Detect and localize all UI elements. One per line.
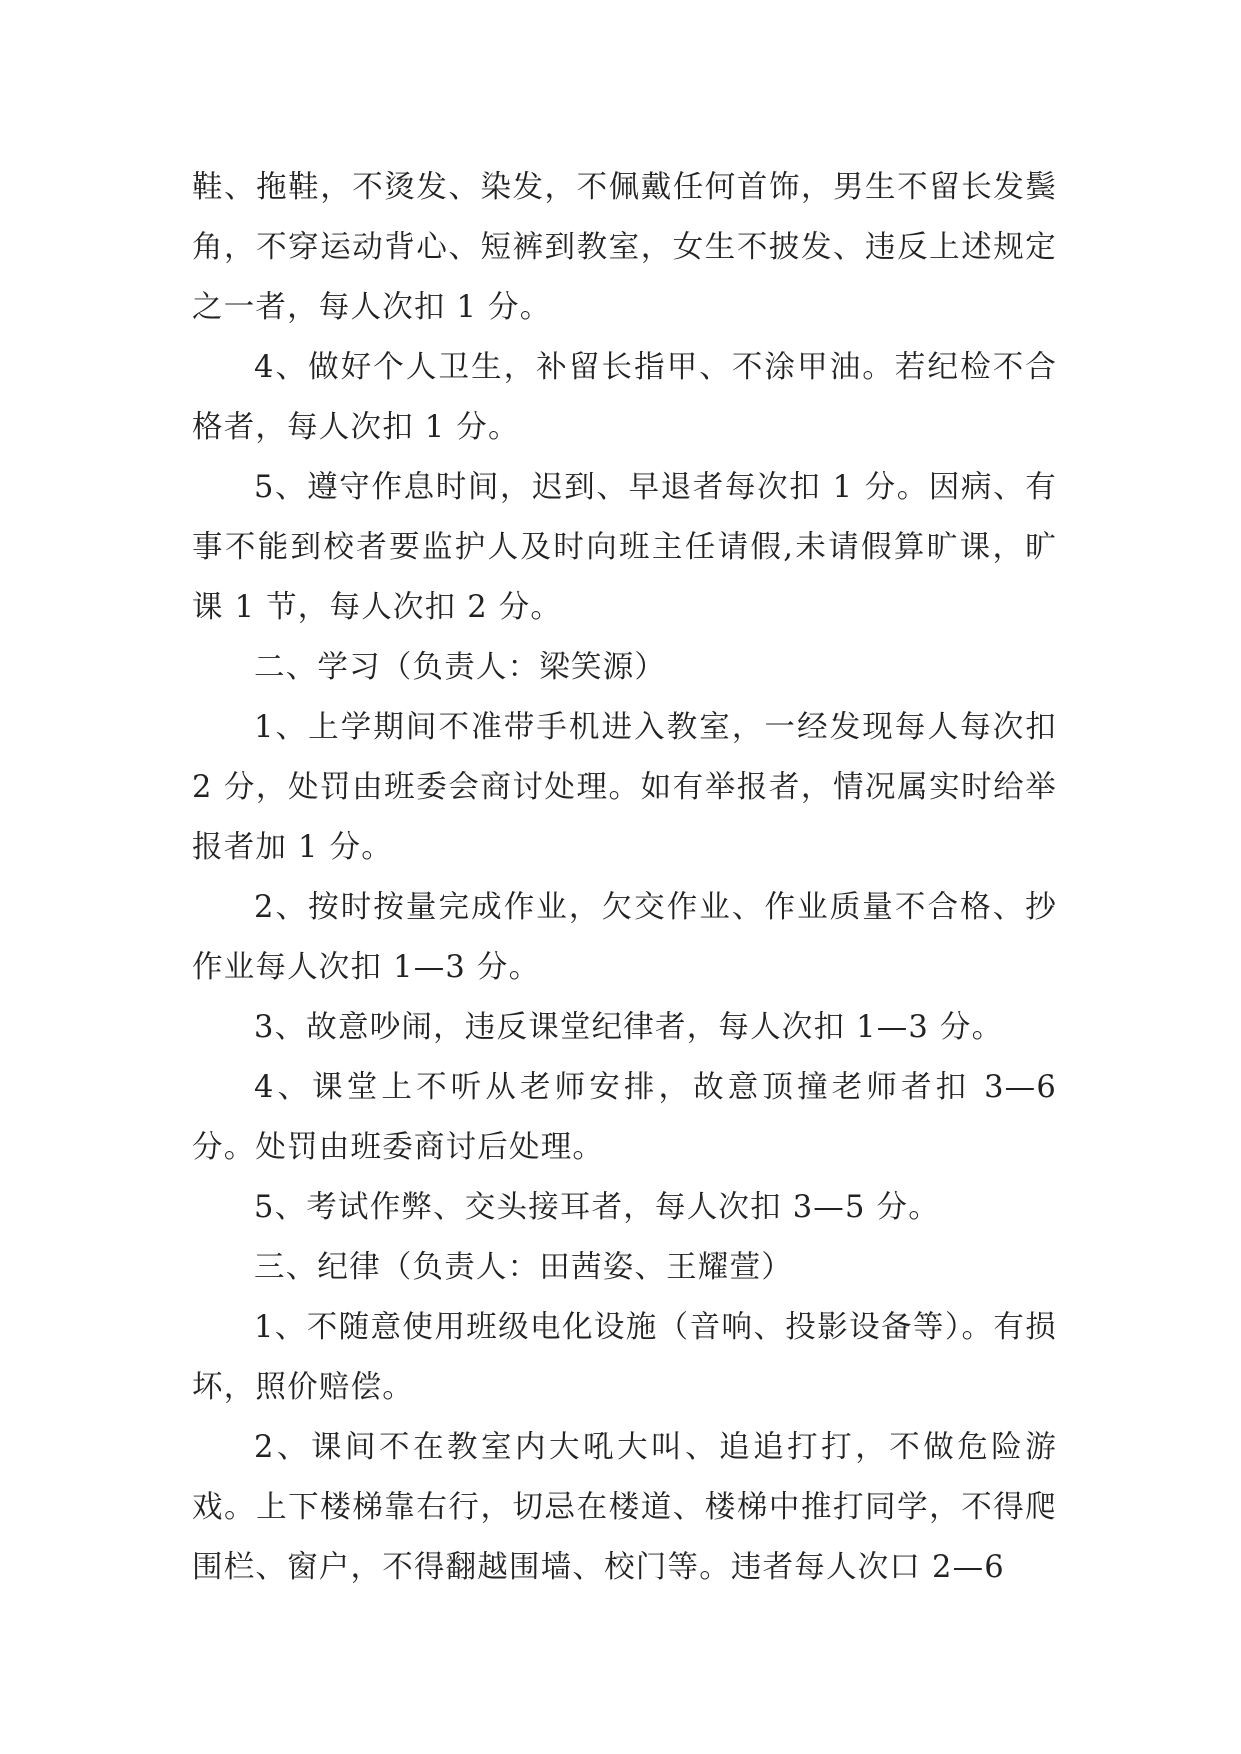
paragraph-continued: 鞋、拖鞋，不烫发、染发，不佩戴任何首饰，男生不留长发鬓角，不穿运动背心、短裤到教室，女生不披发、违反上述规定之一者，每人次扣 1 分。 — [192, 170, 1057, 325]
paragraph-rule-5-attendance: 5、遵守作息时间，迟到、早退者每次扣 1 分。因病、有事不能到校者要监护人及时向班主任请假,未请假算旷课，旷课 1 节，每人次扣 2 分。 — [192, 470, 1057, 625]
paragraph-discipline-rule-2: 2、课间不在教室内大吼大叫、追追打打，不做危险游戏。上下楼梯靠右行，切忌在楼道、楼梯中推打同学，不得爬围栏、窗户，不得翻越围墙、校门等。违者每人次口 2—6 — [192, 1430, 1057, 1585]
paragraph-study-rule-1: 1、上学期间不准带手机进入教室，一经发现每人每次扣 2 分，处罚由班委会商讨处理。如有举报者，情况属实时给举报者加 1 分。 — [192, 710, 1057, 865]
paragraph-rule-4-hygiene: 4、做好个人卫生，补留长指甲、不涂甲油。若纪检不合格者，每人次扣 1 分。 — [192, 350, 1057, 445]
section-heading-study: 二、学习（负责人：梁笑源） — [254, 650, 667, 685]
paragraph-study-rule-4: 4、课堂上不听从老师安排，故意顶撞老师者扣 3—6 分。处罚由班委商讨后处理。 — [192, 1070, 1057, 1165]
paragraph-study-rule-5: 5、考试作弊、交头接耳者，每人次扣 3—5 分。 — [254, 1190, 940, 1225]
document-body — [192, 158, 1057, 1598]
section-heading-discipline: 三、纪律（负责人：田茜姿、王耀萱） — [254, 1250, 793, 1285]
paragraph-study-rule-3: 3、故意吵闹，违反课堂纪律者，每人次扣 1—3 分。 — [254, 1010, 1004, 1045]
paragraph-study-rule-2: 2、按时按量完成作业，欠交作业、作业质量不合格、抄作业每人次扣 1—3 分。 — [192, 890, 1057, 985]
paragraph-discipline-rule-1: 1、不随意使用班级电化设施（音响、投影设备等）。有损坏，照价赔偿。 — [192, 1310, 1057, 1405]
